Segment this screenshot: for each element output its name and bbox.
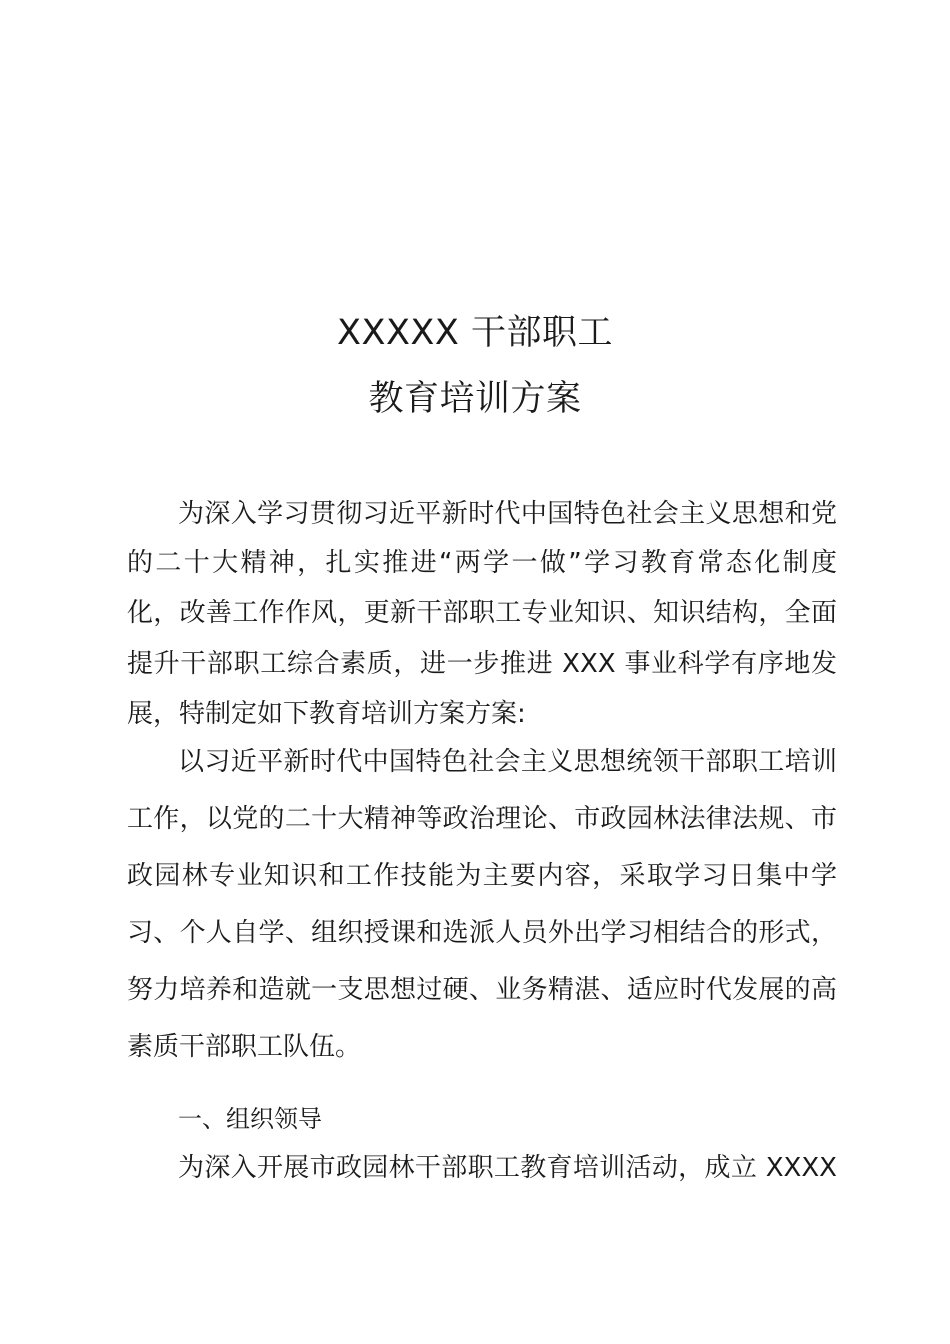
document-title-line-1: XXXXX 干部职工 — [336, 313, 613, 353]
paragraph-line: 为深入开展市政园林干部职工教育培训活动，成立 XXXX — [178, 1153, 837, 1183]
paragraph-line: 以习近平新时代中国特色社会主义思想统领干部职工培训 — [178, 747, 837, 777]
document-title-line-2: 教育培训方案 — [368, 379, 582, 419]
paragraph-line: 提升干部职工综合素质，进一步推进 XXX 事业科学有序地发 — [127, 649, 837, 679]
paragraph-line: 工作，以党的二十大精神等政治理论、市政园林法律法规、市 — [127, 804, 837, 834]
paragraph-line: 为深入学习贯彻习近平新时代中国特色社会主义思想和党 — [178, 499, 837, 529]
paragraph-line: 化，改善工作作风，更新干部职工专业知识、知识结构，全面 — [127, 598, 837, 628]
section-heading: 一、组织领导 — [178, 1105, 322, 1133]
paragraph-line: 习、个人自学、组织授课和选派人员外出学习相结合的形式， — [127, 918, 837, 948]
paragraph-line: 努力培养和造就一支思想过硬、业务精湛、适应时代发展的高 — [127, 975, 837, 1005]
paragraph-line: 素质干部职工队伍。 — [127, 1032, 362, 1062]
paragraph-line: 的二十大精神，扎实推进“两学一做”学习教育常态化制度 — [127, 548, 837, 578]
paragraph-line: 政园林专业知识和工作技能为主要内容，采取学习日集中学 — [127, 861, 837, 891]
paragraph-line: 展，特制定如下教育培训方案方案: — [127, 699, 526, 729]
